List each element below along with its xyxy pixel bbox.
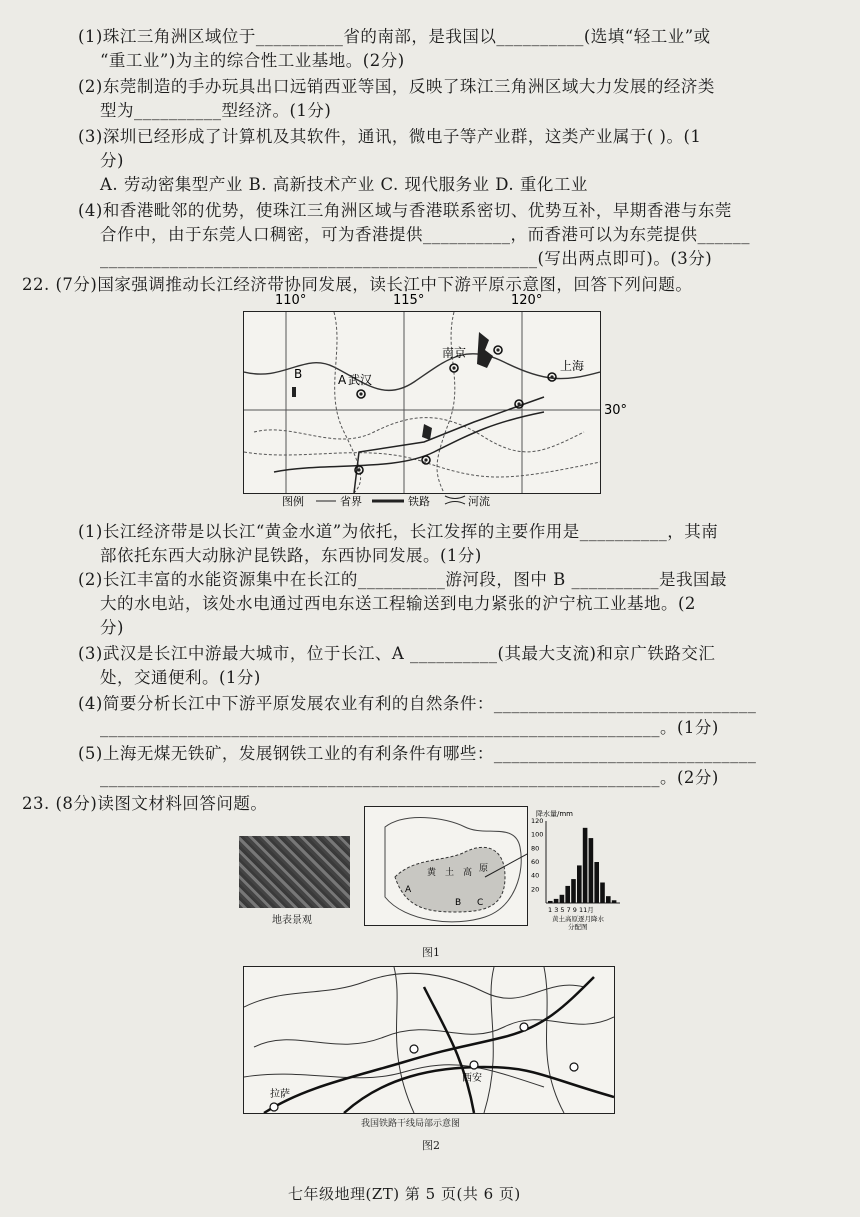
ytick-label: 20 [531,885,540,894]
city-wuhan: 武汉 [348,373,373,387]
legend-prefix: 图例 [282,495,304,508]
svg-text:高: 高 [463,868,473,878]
ytick-label: 120 [531,817,544,825]
city-shanghai: 上海 [560,359,585,373]
text-line: (3)深圳已经形成了计算机及其软件，通讯，微电子等产业群，这类产业属于( )。(1 [78,127,702,146]
text-line: (1)珠江三角洲区域位于__________省的南部，是我国以__________(选填“轻工业”或 [78,27,711,46]
text-line: (5)上海无煤无铁矿，发展钢铁工业的有利条件有哪些：______________________________ [78,744,757,763]
text-line: ________________________________________________________________。(2分) [100,768,719,787]
city-lhasa: 拉萨 [270,1089,290,1100]
chart-xticks: 1 3 5 7 9 11月 [548,906,594,914]
legend-province: 省界 [340,495,362,508]
svg-text:A: A [405,885,412,895]
text-line: (2)东莞制造的手办玩具出口远销西亚等国，反映了珠江三角洲区域大力发展的经济类 [78,77,715,96]
svg-text:原: 原 [479,864,489,874]
page-footer: 七年级地理(ZT) 第 5 页(共 6 页) [288,1185,521,1203]
text-line: (4)简要分析长江中下游平原发展农业有利的自然条件：______________________________ [78,694,757,713]
text-line: A. 劳动密集型产业 B. 高新技术产业 C. 现代服务业 D. 重化工业 [100,175,588,194]
lat-30: 30° [604,403,628,418]
bar-month-3 [560,895,565,903]
bar-month-1 [548,901,553,903]
legend-railway: 铁路 [408,495,430,508]
bar-month-2 [554,899,559,903]
svg-text:土: 土 [445,868,455,878]
text-line: 大的水电站，该处水电通过西电东送工程输送到电力紧张的沪宁杭工业基地。(2 [100,594,696,613]
bar-month-7 [583,828,588,903]
text-line: 型为__________型经济。(1分) [100,101,332,120]
legend-river: 河流 [468,495,490,508]
text-line: 处，交通便利。(1分) [100,668,261,687]
text-line: 23. (8分)读图文材料回答问题。 [22,794,268,813]
text-line: ________________________________________________________________。(1分) [100,718,719,737]
ytick-label: 40 [531,871,540,880]
landscape-photo [239,836,350,908]
precipitation-chart [528,806,623,931]
map1-outer-labels [240,290,640,520]
city-nanjing: 南京 [442,346,467,360]
bar-month-8 [589,838,594,903]
text-line: (2)长江丰富的水能资源集中在长江的__________游河段，图中 B __________是我国最 [78,570,727,589]
text-line: 合作中，由于东莞人口稠密，可为香港提供__________，而香港可以为东莞提供______ [100,225,750,244]
svg-text:C: C [477,898,484,908]
bar-month-10 [600,883,605,904]
ytick-label: 80 [531,844,540,853]
lon-115: 115° [393,293,425,308]
text-line: 分) [100,151,124,170]
bar-month-5 [571,879,576,903]
railway-map [243,966,615,1114]
bar-month-6 [577,865,582,903]
point-b: B [294,367,303,381]
bar-month-11 [606,896,611,903]
chart-ylabel: 降水量/mm [536,810,573,818]
ytick-label: 100 [531,830,544,839]
text-line: 22. (7分)国家强调推动长江经济带协同发展，读长江中下游平原示意图，回答下列问题。 [22,275,693,294]
text-line: 部依托东西大动脉沪昆铁路，东西协同发展。(1分) [100,546,482,565]
chart-caption-2: 分配图 [568,923,588,931]
svg-text:黄: 黄 [427,868,437,878]
lon-120: 120° [511,293,543,308]
city-xian: 西安 [462,1073,482,1084]
ytick-label: 60 [531,858,540,866]
photo-caption: 地表景观 [272,915,312,926]
text-line: 分) [100,618,124,637]
text-line: (1)长江经济带是以长江“黄金水道”为依托，长江发挥的主要作用是__________，其南 [78,522,719,541]
svg-text:B: B [455,898,462,908]
fig2-caption: 我国铁路干线局部示意图 [361,1119,461,1129]
text-line: “重工业”)为主的综合性工业基地。(2分) [100,51,405,70]
bar-month-12 [612,900,617,903]
lon-110: 110° [275,293,307,308]
chart-caption-1: 黄土高原逐月降水 [552,915,604,923]
text-line: __________________________________________________(写出两点即可)。(3分) [100,249,713,268]
loess-plateau-map [364,806,528,926]
text-line: (4)和香港毗邻的优势，使珠江三角洲区域与香港联系密切、优势互补，早期香港与东莞 [78,201,732,220]
text-line: (3)武汉是长江中游最大城市，位于长江、A __________(其最大支流)和京广铁路交汇 [78,644,716,663]
point-a: A [338,373,347,387]
fig1-label: 图1 [422,946,440,959]
bar-month-9 [594,862,599,903]
fig2-label: 图2 [422,1139,440,1152]
bar-month-4 [565,886,570,903]
